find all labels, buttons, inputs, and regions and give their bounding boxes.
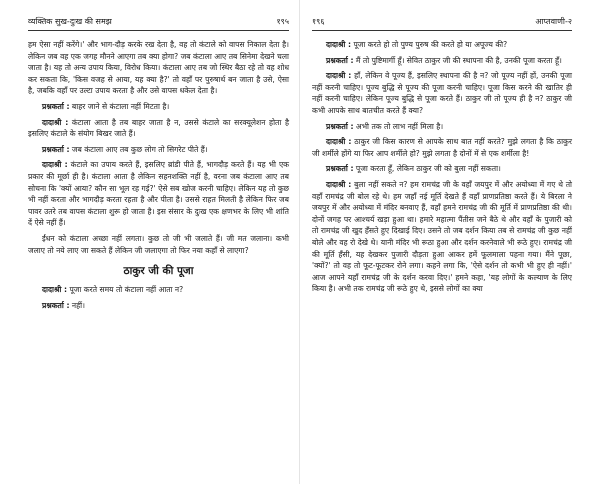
speaker-label: प्रश्नकर्ता : — [42, 101, 70, 111]
paragraph-text: ठाकुर जी किस कारण से आपके साथ बात नहीं करते? मुझे लगता है कि ठाकुर जी शर्मीले होंगे या फिर आप शर्मीले हो? मुझे लगता है दोनों में से एक शर्मीला है! — [312, 137, 572, 158]
left-paragraph — [28, 233, 289, 256]
paragraph-text: बुला नहीं सकते न? हम रामचंद्र जी के वहाँ जयपुर में और अयोध्या में गए थे तो वहाँ रामचंद्र जी बोल रहे थे। हम जहाँ नई मूर्ति देखते हैं वहाँ प्राणप्रतिष्ठा करते हैं। ये बिरला ने जयपुर में और अयोध्या में मंदिर बनवाए हैं, वहाँ हमने रामचंद्र जी की मूर्ति में प्राणप्रतिष्ठा की थी। दोनों जगह पर आश्चर्य खड़ा हुआ था। हमारे महात्मा पैंतीस जने बैठे थे और वहाँ के पुजारी को तो रामचंद्र जी खुद हँसते हुए दिखाई दिए। उसने तो जब दर्शन किया तब से रामचंद्र जी कुछ नहीं बोले और वह रो देखे थे। यानी मंदिर भी रूठा हुआ और दर्शन करनेवाले भी रूठे हुए। रामचंद्र जी की मूर्ति हँसी, यह देखकर पुजारी दौड़ता हुआ आकर हमें फूलमाला पहना गया। मैंने पूछा, 'क्यों?' तो वह तो फूट-फूटकर रोने लगा। कहने लगा कि, 'ऐसे दर्शन तो कभी भी हुए ही नहीं।' आज आपने यहाँ रामचंद्र जी के दर्शन करवा दिए।' हमने कहा, 'यह लोगों के कल्याण के लिए किया है। अभी तक रामचंद्र जी रूठे हुए थे, इससे लोगों का क्या — [312, 179, 572, 294]
speaker-label: दादाश्री : — [42, 117, 69, 127]
speaker-label: दादाश्री : — [326, 137, 352, 147]
paragraph-text: बाहर जाने से कंटाला नहीं मिटता है। — [71, 101, 170, 111]
left-paragraph — [28, 144, 289, 156]
paragraph-text: कंटाले का उपाय करते हैं, इसलिए ब्रांडी पीते हैं, भागदौड़ करते हैं। यह भी एक प्रकार की मूर्छा ही है। कंटाला आता है लेकिन सहनशक्ति नहीं है, वरना जब कंटाला आए तब सोचना कि 'क्यों आया? कौन सा भूल रह गई?' ऐसे सब खोज करनी चाहिए। लेकिन यह तो कुछ भी नहीं करता और भागदौड़ करता रहता है और पीता है। उससे राहत मिलती है लेकिन फिर जब पावर उतरे तब वापस कंटाला शुरू हो जाता है। इस संसार के दुःख एक क्षणभर के लिए भी शांति दें ऐसे नहीं हैं। — [28, 160, 290, 228]
left-page-number: १९५ — [276, 17, 289, 26]
speaker-label: दादाश्री : — [42, 160, 68, 170]
left-header-title: व्यक्तिक सुख-दुःख की समझ — [28, 17, 112, 26]
paragraph-text: पूजा करते समय तो कंटाला नहीं आता न? — [69, 285, 184, 295]
right-paragraph — [312, 136, 572, 159]
speaker-label: प्रश्नकर्ता : — [326, 121, 354, 131]
left-paragraph — [28, 300, 289, 312]
speaker-label: प्रश्नकर्ता : — [42, 144, 70, 154]
paragraph-text: कंटाला आता है तब बाहर जाता है न, उससे कंटाले का सरक्यूलेशन होता है इसलिए कंटाले के संयोग बिखर जाते हैं। — [28, 117, 289, 139]
paragraph-text: पूजा करता हूँ, लेकिन ठाकुर जी को बुला नहीं सकता। — [355, 164, 501, 174]
right-page — [300, 0, 599, 484]
paragraph-text: ईंधन को कंटाला अच्छा नहीं लगता। कुछ तो जी भी जलाते हैं। जी मत जलाना। कभी जलाए तो नये लाए जा सकते हैं लेकिन जी जलाएगा तो फिर नया कहाँ से लाएगा? — [28, 233, 289, 255]
paragraph-text: हाँ, लेकिन वे पूज्य हैं, इसलिए स्थापना की है न? जो पूज्य नहीं हों, उनकी पूजा नहीं करनी चाहिए। पूज्य बुद्धि से पूज्य की पूजा करनी चाहिए। पूजा किस करने की खातिर ही नहीं करनी चाहिए। लेकिन पूज्य बुद्धि से पूजा करते हैं। ठाकुर जी तो पूज्य ही है न? ठाकुर जी कभी आपके साथ बातचीत करते हैं क्या? — [312, 71, 572, 115]
right-page-body — [312, 39, 572, 295]
paragraph-text: नहीं। — [71, 300, 86, 310]
paragraph-text: जब कंटाला आए तब कुछ लोग तो सिगरेट पीते हैं। — [71, 144, 208, 154]
paragraph-text: अभी तक तो लाभ नहीं मिला है। — [355, 121, 444, 131]
right-paragraph — [312, 179, 572, 295]
speaker-label: प्रश्नकर्ता : — [42, 300, 70, 310]
right-paragraph — [312, 55, 572, 67]
speaker-label: दादाश्री : — [42, 285, 68, 295]
right-page-number: १९६ — [312, 17, 325, 26]
left-page-header — [28, 17, 289, 31]
speaker-label: प्रश्नकर्ता : — [326, 164, 354, 174]
left-paragraph — [28, 159, 289, 229]
right-page-header — [312, 17, 572, 31]
speaker-label: दादाश्री : — [326, 40, 352, 49]
right-paragraph — [312, 70, 572, 116]
paragraph-text: पूजा करते हो तो पुण्य पुरुष की करते हो या अपूज्य की? — [353, 40, 508, 49]
paragraph-text: हम ऐसा नहीं करेंगे।' और भाग-दौड़ करके रख देता है, वह तो कंटाले को वापस निकाल देता है। लेकिन जब वह एक जगह मौनने आएगा तब क्या होगा? जब कंटाला आए तब सिनेमा देखने चला जाता है। यह तो अन्य उपाय किया, विरोध किया। कंटाला आए तब जो स्थिर बैठा रहे तो वह शोध कर सकता कि, 'किस वजह से आया, यह क्या है?' तो वहाँ पर पुरुषार्थ बन जाता है उसे, ऐसा है, जबकि वहाँ पर उल्टा उपाय करता है और उसे वापस धकेल देता है। — [28, 40, 289, 96]
right-paragraph — [312, 163, 572, 175]
paragraph-text: मैं तो पुष्टिमार्गी हूँ। सेवित ठाकुर जी की स्थापना की है, उनकी पूजा करता हूँ। — [355, 55, 562, 65]
left-paragraph — [28, 101, 289, 113]
left-page-body — [28, 39, 289, 311]
speaker-label: दादाश्री : — [326, 71, 352, 81]
right-header-title: आप्तवाणी-२ — [535, 17, 572, 26]
right-paragraph — [312, 121, 572, 133]
left-paragraph — [28, 39, 289, 97]
speaker-label: दादाश्री : — [326, 179, 352, 189]
left-page — [0, 0, 299, 484]
section-heading: ठाकुर जी की पूजा — [123, 265, 194, 278]
right-paragraph — [312, 39, 572, 51]
speaker-label: प्रश्नकर्ता : — [326, 55, 354, 65]
left-paragraph — [28, 117, 289, 140]
left-paragraph — [28, 284, 289, 296]
